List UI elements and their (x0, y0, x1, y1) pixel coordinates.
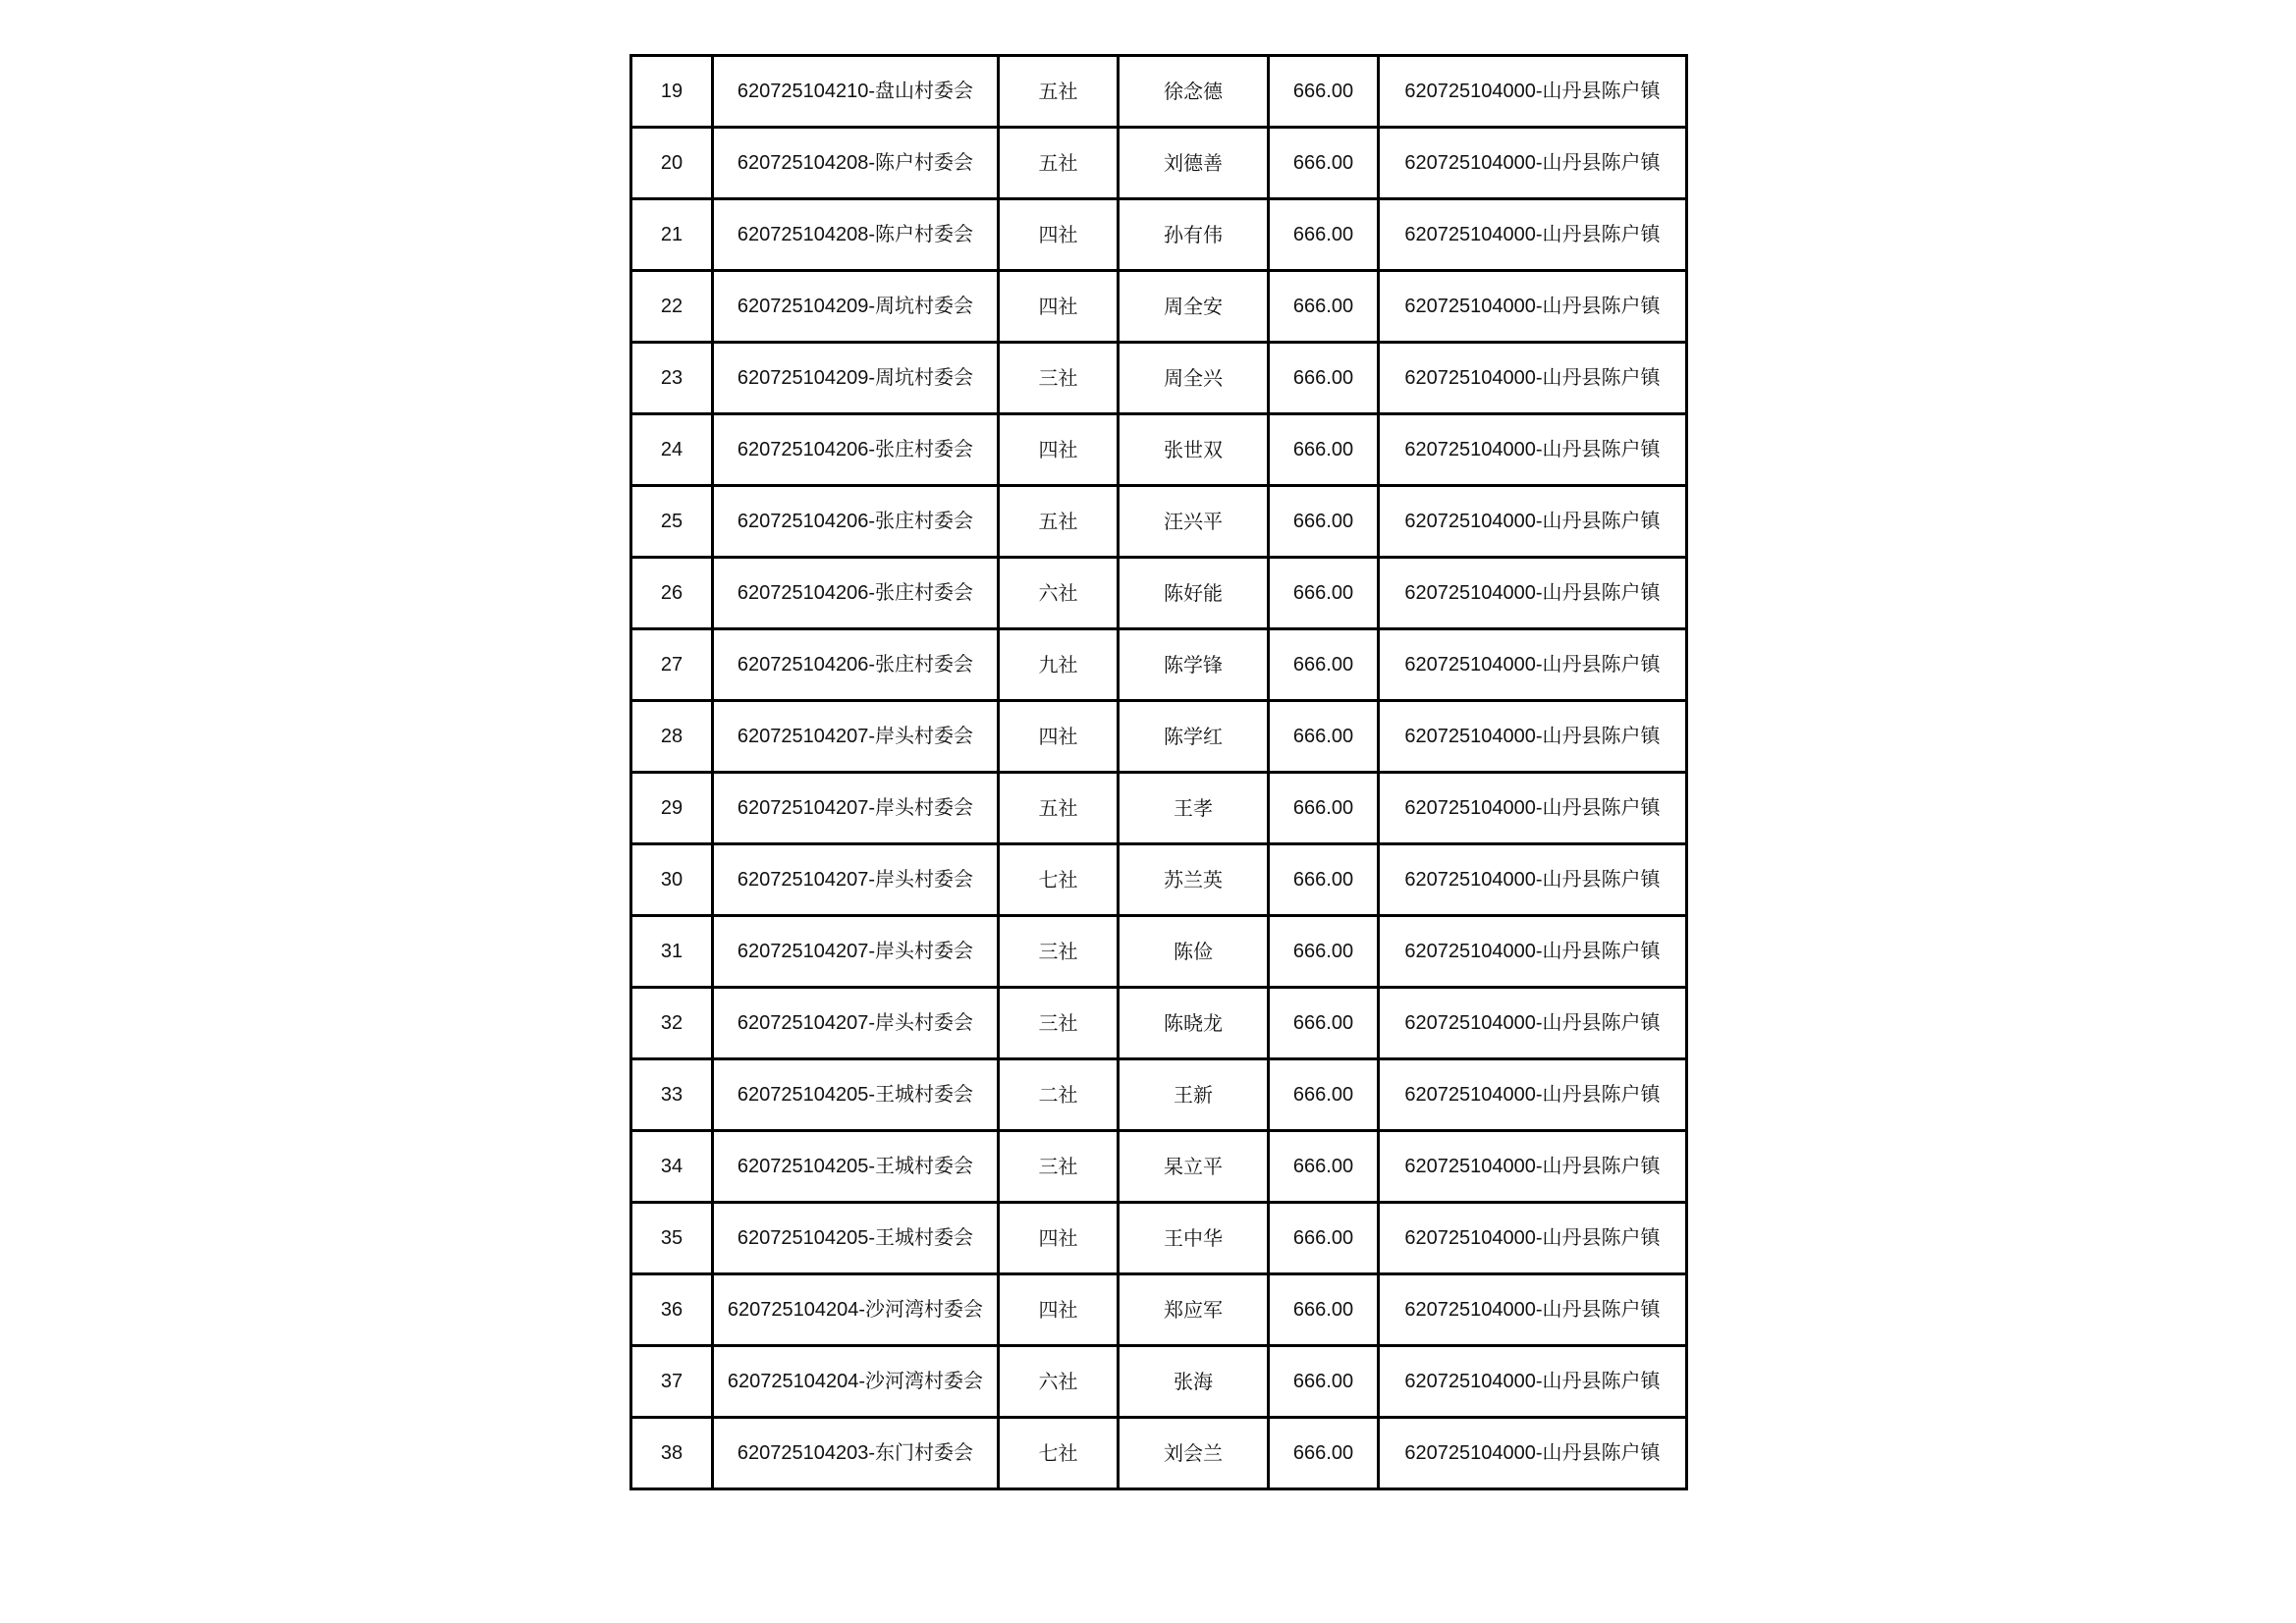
row-index-cell: 28 (631, 701, 713, 773)
person-name-cell: 徐念德 (1119, 56, 1269, 128)
row-index-cell: 32 (631, 988, 713, 1059)
village-code-cell: 620725104206-张庄村委会 (713, 629, 999, 701)
village-code-cell: 620725104203-东门村委会 (713, 1418, 999, 1489)
person-name-cell: 刘德善 (1119, 128, 1269, 199)
group-cell: 四社 (999, 414, 1119, 486)
village-code-cell: 620725104206-张庄村委会 (713, 558, 999, 629)
person-name-cell: 张世双 (1119, 414, 1269, 486)
group-cell: 四社 (999, 1203, 1119, 1274)
amount-cell: 666.00 (1269, 414, 1379, 486)
row-index-cell: 24 (631, 414, 713, 486)
person-name-cell: 王孝 (1119, 773, 1269, 844)
row-index-cell: 38 (631, 1418, 713, 1489)
town-code-cell: 620725104000-山丹县陈户镇 (1379, 773, 1687, 844)
amount-cell: 666.00 (1269, 343, 1379, 414)
village-code-cell: 620725104207-岸头村委会 (713, 916, 999, 988)
group-cell: 五社 (999, 56, 1119, 128)
amount-cell: 666.00 (1269, 916, 1379, 988)
amount-cell: 666.00 (1269, 56, 1379, 128)
town-code-cell: 620725104000-山丹县陈户镇 (1379, 128, 1687, 199)
person-name-cell: 杲立平 (1119, 1131, 1269, 1203)
table-row (631, 56, 1687, 128)
town-code-cell: 620725104000-山丹县陈户镇 (1379, 701, 1687, 773)
group-cell: 二社 (999, 1059, 1119, 1131)
amount-cell: 666.00 (1269, 1059, 1379, 1131)
village-code-cell: 620725104210-盘山村委会 (713, 56, 999, 128)
town-code-cell: 620725104000-山丹县陈户镇 (1379, 1274, 1687, 1346)
person-name-cell: 张海 (1119, 1346, 1269, 1418)
table-row (631, 1203, 1687, 1274)
table-row (631, 1418, 1687, 1489)
table-row (631, 199, 1687, 271)
row-index-cell: 35 (631, 1203, 713, 1274)
person-name-cell: 陈好能 (1119, 558, 1269, 629)
table-row (631, 844, 1687, 916)
row-index-cell: 21 (631, 199, 713, 271)
group-cell: 六社 (999, 1346, 1119, 1418)
village-code-cell: 620725104208-陈户村委会 (713, 199, 999, 271)
row-index-cell: 31 (631, 916, 713, 988)
table-row (631, 916, 1687, 988)
group-cell: 七社 (999, 1418, 1119, 1489)
person-name-cell: 陈晓龙 (1119, 988, 1269, 1059)
table-row (631, 1274, 1687, 1346)
town-code-cell: 620725104000-山丹县陈户镇 (1379, 486, 1687, 558)
row-index-cell: 22 (631, 271, 713, 343)
town-code-cell: 620725104000-山丹县陈户镇 (1379, 1418, 1687, 1489)
group-cell: 四社 (999, 1274, 1119, 1346)
table-row (631, 558, 1687, 629)
amount-cell: 666.00 (1269, 199, 1379, 271)
town-code-cell: 620725104000-山丹县陈户镇 (1379, 343, 1687, 414)
table-row (631, 128, 1687, 199)
row-index-cell: 29 (631, 773, 713, 844)
village-code-cell: 620725104205-王城村委会 (713, 1203, 999, 1274)
village-code-cell: 620725104204-沙河湾村委会 (713, 1274, 999, 1346)
row-index-cell: 37 (631, 1346, 713, 1418)
town-code-cell: 620725104000-山丹县陈户镇 (1379, 558, 1687, 629)
person-name-cell: 郑应军 (1119, 1274, 1269, 1346)
amount-cell: 666.00 (1269, 1418, 1379, 1489)
amount-cell: 666.00 (1269, 988, 1379, 1059)
person-name-cell: 王中华 (1119, 1203, 1269, 1274)
group-cell: 三社 (999, 916, 1119, 988)
table-row (631, 773, 1687, 844)
table-row (631, 486, 1687, 558)
town-code-cell: 620725104000-山丹县陈户镇 (1379, 1131, 1687, 1203)
row-index-cell: 26 (631, 558, 713, 629)
roster-table-body (631, 56, 1687, 1489)
person-name-cell: 陈学红 (1119, 701, 1269, 773)
amount-cell: 666.00 (1269, 701, 1379, 773)
town-code-cell: 620725104000-山丹县陈户镇 (1379, 56, 1687, 128)
group-cell: 四社 (999, 271, 1119, 343)
row-index-cell: 36 (631, 1274, 713, 1346)
row-index-cell: 34 (631, 1131, 713, 1203)
amount-cell: 666.00 (1269, 486, 1379, 558)
village-code-cell: 620725104205-王城村委会 (713, 1059, 999, 1131)
village-code-cell: 620725104207-岸头村委会 (713, 844, 999, 916)
town-code-cell: 620725104000-山丹县陈户镇 (1379, 199, 1687, 271)
row-index-cell: 30 (631, 844, 713, 916)
amount-cell: 666.00 (1269, 558, 1379, 629)
village-code-cell: 620725104207-岸头村委会 (713, 988, 999, 1059)
amount-cell: 666.00 (1269, 1274, 1379, 1346)
person-name-cell: 苏兰英 (1119, 844, 1269, 916)
group-cell: 七社 (999, 844, 1119, 916)
person-name-cell: 周全兴 (1119, 343, 1269, 414)
group-cell: 三社 (999, 988, 1119, 1059)
village-code-cell: 620725104208-陈户村委会 (713, 128, 999, 199)
amount-cell: 666.00 (1269, 1131, 1379, 1203)
table-row (631, 701, 1687, 773)
table-row (631, 1059, 1687, 1131)
group-cell: 五社 (999, 773, 1119, 844)
amount-cell: 666.00 (1269, 1203, 1379, 1274)
row-index-cell: 23 (631, 343, 713, 414)
village-code-cell: 620725104206-张庄村委会 (713, 486, 999, 558)
person-name-cell: 汪兴平 (1119, 486, 1269, 558)
village-code-cell: 620725104209-周坑村委会 (713, 271, 999, 343)
row-index-cell: 33 (631, 1059, 713, 1131)
row-index-cell: 25 (631, 486, 713, 558)
person-name-cell: 陈学锋 (1119, 629, 1269, 701)
row-index-cell: 20 (631, 128, 713, 199)
village-code-cell: 620725104207-岸头村委会 (713, 701, 999, 773)
table-row (631, 988, 1687, 1059)
group-cell: 三社 (999, 343, 1119, 414)
person-name-cell: 王新 (1119, 1059, 1269, 1131)
table-row (631, 629, 1687, 701)
town-code-cell: 620725104000-山丹县陈户镇 (1379, 988, 1687, 1059)
table-row (631, 414, 1687, 486)
amount-cell: 666.00 (1269, 1346, 1379, 1418)
amount-cell: 666.00 (1269, 844, 1379, 916)
village-code-cell: 620725104205-王城村委会 (713, 1131, 999, 1203)
village-code-cell: 620725104207-岸头村委会 (713, 773, 999, 844)
subsidy-roster-table (629, 54, 1688, 1490)
group-cell: 五社 (999, 486, 1119, 558)
person-name-cell: 孙有伟 (1119, 199, 1269, 271)
group-cell: 九社 (999, 629, 1119, 701)
town-code-cell: 620725104000-山丹县陈户镇 (1379, 271, 1687, 343)
group-cell: 三社 (999, 1131, 1119, 1203)
amount-cell: 666.00 (1269, 629, 1379, 701)
village-code-cell: 620725104204-沙河湾村委会 (713, 1346, 999, 1418)
table-row (631, 1131, 1687, 1203)
village-code-cell: 620725104206-张庄村委会 (713, 414, 999, 486)
table-row (631, 271, 1687, 343)
amount-cell: 666.00 (1269, 271, 1379, 343)
person-name-cell: 陈俭 (1119, 916, 1269, 988)
amount-cell: 666.00 (1269, 128, 1379, 199)
group-cell: 四社 (999, 701, 1119, 773)
town-code-cell: 620725104000-山丹县陈户镇 (1379, 1059, 1687, 1131)
row-index-cell: 27 (631, 629, 713, 701)
group-cell: 六社 (999, 558, 1119, 629)
amount-cell: 666.00 (1269, 773, 1379, 844)
group-cell: 四社 (999, 199, 1119, 271)
person-name-cell: 周全安 (1119, 271, 1269, 343)
person-name-cell: 刘会兰 (1119, 1418, 1269, 1489)
row-index-cell: 19 (631, 56, 713, 128)
group-cell: 五社 (999, 128, 1119, 199)
town-code-cell: 620725104000-山丹县陈户镇 (1379, 414, 1687, 486)
village-code-cell: 620725104209-周坑村委会 (713, 343, 999, 414)
town-code-cell: 620725104000-山丹县陈户镇 (1379, 916, 1687, 988)
table-row (631, 343, 1687, 414)
town-code-cell: 620725104000-山丹县陈户镇 (1379, 844, 1687, 916)
town-code-cell: 620725104000-山丹县陈户镇 (1379, 1203, 1687, 1274)
town-code-cell: 620725104000-山丹县陈户镇 (1379, 1346, 1687, 1418)
table-row (631, 1346, 1687, 1418)
town-code-cell: 620725104000-山丹县陈户镇 (1379, 629, 1687, 701)
